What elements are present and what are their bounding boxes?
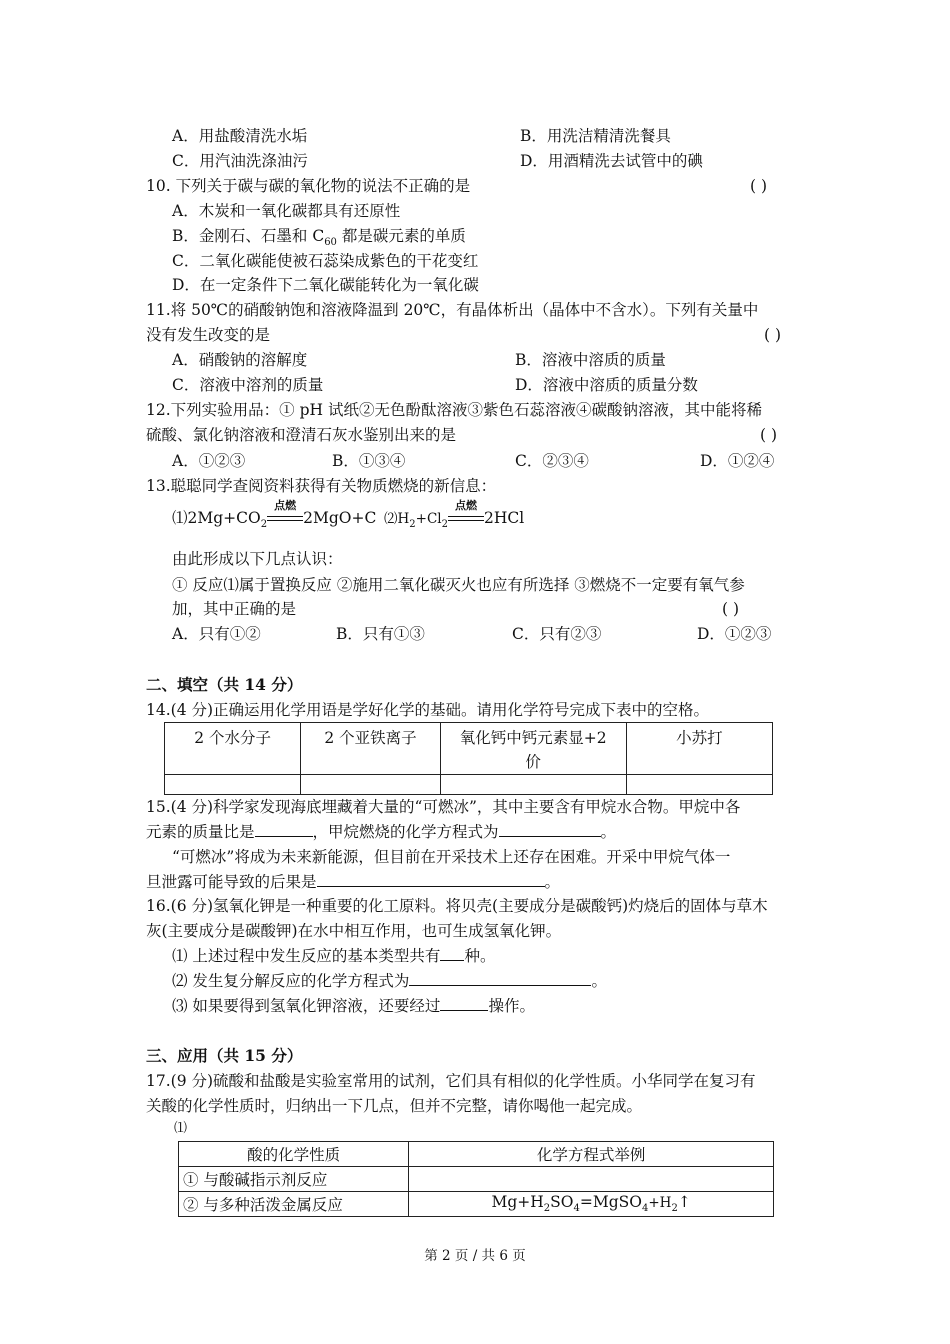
q13-equation-1: $⑴2Mg+CO_2$ 点燃 2MgO+C	[172, 499, 377, 531]
q17-equation-example: $Mg+H_2SO_4=MgSO_4+H_2↑$	[409, 1192, 774, 1217]
q16-subquestion-2: ⑵ 发生复分解反应的化学方程式为 。	[172, 972, 607, 990]
section3-heading: 三、应用（共 15 分）	[146, 1046, 303, 1065]
q17-stem-line2: 关酸的化学性质时，归纳出一下几点，但并不完整，请你喝他一起完成。	[146, 1097, 643, 1115]
q14-header-ferrous-ions: 2 个亚铁离子	[301, 723, 440, 775]
q13-stem: 13.聪聪同学查阅资料获得有关物质燃烧的新信息：	[146, 477, 497, 495]
q10-option-b: B．金刚石、石墨和 $C_{60}$ 都是碳元素的单质	[172, 227, 466, 249]
q16-operation-blank[interactable]	[440, 996, 488, 1011]
q12-option-c: C．②③④	[515, 452, 589, 470]
q17-row-indicator: ① 与酸碱指示剂反应	[179, 1167, 409, 1192]
q17-subquestion-label: ⑴	[174, 1121, 188, 1136]
q11-option-a: A．硝酸钠的溶解度	[172, 351, 308, 369]
q13-equation-2: $⑵H_2+Cl_2$ 点燃 2HCl	[384, 499, 525, 531]
q16-subquestion-3: ⑶ 如果要得到氢氧化钾溶液，还要经过 操作。	[172, 997, 535, 1015]
q15-stem-line4: 旦泄露可能导致的后果是 。	[146, 873, 561, 891]
q14-answer-cell[interactable]	[165, 775, 301, 795]
q13-statements-line2: 加，其中正确的是	[172, 600, 297, 618]
q13-option-d: D．①②③	[697, 625, 772, 643]
q12-option-b: B．①③④	[332, 452, 406, 470]
q14-answer-cell[interactable]	[626, 775, 772, 795]
q16-reaction-types-blank[interactable]	[440, 946, 464, 961]
q12-option-a: A．①②③	[172, 452, 246, 470]
q11-option-d: D．溶液中溶质的质量分数	[515, 376, 698, 394]
q11-stem-line1: 11.将 50℃的硝酸钠饱和溶液降温到 20℃，有晶体析出（晶体中不含水）。下列有关量中	[146, 301, 759, 319]
q11-option-b: B．溶液中溶质的质量	[515, 351, 666, 369]
q10-stem: 10. 下列关于碳与碳的氧化物的说法不正确的是	[146, 177, 471, 195]
q15-consequence-blank[interactable]	[317, 872, 545, 887]
q10-option-c: C．二氧化碳能使被石蕊染成紫色的干花变红	[172, 252, 479, 270]
q12-stem-line2: 硫酸、氯化钠溶液和澄清石灰水鉴别出来的是	[146, 426, 457, 444]
q13-option-c: C．只有②③	[512, 625, 602, 643]
q17-stem-line1: 17.(9 分)硫酸和盐酸是实验室常用的试剂，它们具有相似的化学性质。小华同学在复习有	[146, 1072, 756, 1090]
q13-statements-line1: ① 反应⑴属于置换反应 ②施用二氧化碳灭火也应有所选择 ③燃烧不一定要有氧气参	[172, 576, 745, 594]
q12-option-d: D．①②④	[700, 452, 775, 470]
q17-acid-properties-table	[178, 1141, 774, 1217]
q13-option-a: A．只有①②	[172, 625, 261, 643]
q13-answer-bracket: ( )	[722, 600, 740, 618]
q17-col-property: 酸的化学性质	[179, 1142, 409, 1167]
q15-stem-line1: 15.(4 分)科学家发现海底埋藏着大量的“可燃冰”，其中主要含有甲烷水合物。甲烷中各	[146, 798, 741, 816]
q15-stem-line3: “可燃冰”将成为未来新能源，但目前在开采技术上还存在困难。开采中甲烷气体一	[172, 848, 731, 866]
q9-option-a: A．用盐酸清洗水垢	[172, 127, 308, 145]
q15-equation-blank[interactable]	[499, 822, 601, 837]
q9-option-d: D．用酒精洗去试管中的碘	[520, 152, 703, 170]
section2-heading: 二、填空（共 14 分）	[146, 675, 303, 694]
q16-equation-blank[interactable]	[409, 971, 591, 986]
q14-answer-table	[164, 722, 773, 795]
page-footer: 第 2 页 / 共 6 页	[424, 1248, 526, 1264]
q14-stem: 14.(4 分)正确运用化学用语是学好化学的基础。请用化学符号完成下表中的空格。	[146, 701, 710, 719]
q10-option-a: A．木炭和一氧化碳都具有还原性	[172, 202, 401, 220]
q11-stem-line2: 没有发生改变的是	[146, 326, 271, 344]
q11-option-c: C．溶液中溶剂的质量	[172, 376, 324, 394]
q14-answer-cell[interactable]	[301, 775, 440, 795]
q13-option-b: B．只有①③	[336, 625, 425, 643]
q15-stem-line2: 元素的质量比是 ，甲烷燃烧的化学方程式为 。	[146, 823, 617, 841]
q11-answer-bracket: ( )	[764, 326, 782, 344]
q17-col-equation: 化学方程式举例	[409, 1142, 774, 1167]
reaction-condition-arrow: 点燃	[448, 512, 484, 526]
q15-mass-ratio-blank[interactable]	[255, 822, 313, 837]
q16-stem-line1: 16.(6 分)氢氧化钾是一种重要的化工原料。将贝壳(主要成分是碳酸钙)灼烧后的固体与草木	[146, 897, 768, 915]
q9-option-c: C．用汽油洗涤油污	[172, 152, 308, 170]
q10-answer-bracket: ( )	[750, 177, 768, 195]
q10-option-d: D．在一定条件下二氧化碳能转化为一氧化碳	[172, 276, 479, 294]
q16-stem-line2: 灰(主要成分是碳酸钾)在水中相互作用，也可生成氢氧化钾。	[146, 922, 562, 940]
q14-answer-cell[interactable]	[440, 775, 626, 795]
q12-stem-line1: 12.下列实验用品：① pH 试纸②无色酚酞溶液③紫色石蕊溶液④碳酸钠溶液，其中能将稀	[146, 401, 762, 419]
q14-header-baking-soda: 小苏打	[626, 723, 772, 775]
q12-answer-bracket: ( )	[760, 426, 778, 444]
q14-header-calcium-valence: 氧化钙中钙元素显+2 价	[440, 723, 626, 775]
reaction-condition-arrow: 点燃	[267, 512, 303, 526]
q13-knowledge-intro: 由此形成以下几点认识：	[172, 550, 343, 568]
q14-header-water-molecules: 2 个水分子	[165, 723, 301, 775]
q17-answer-cell[interactable]	[409, 1167, 774, 1192]
q16-subquestion-1: ⑴ 上述过程中发生反应的基本类型共有 种。	[172, 947, 496, 965]
q9-option-b: B．用洗洁精清洗餐具	[520, 127, 671, 145]
q17-row-active-metals: ② 与多种活泼金属反应	[179, 1192, 409, 1217]
